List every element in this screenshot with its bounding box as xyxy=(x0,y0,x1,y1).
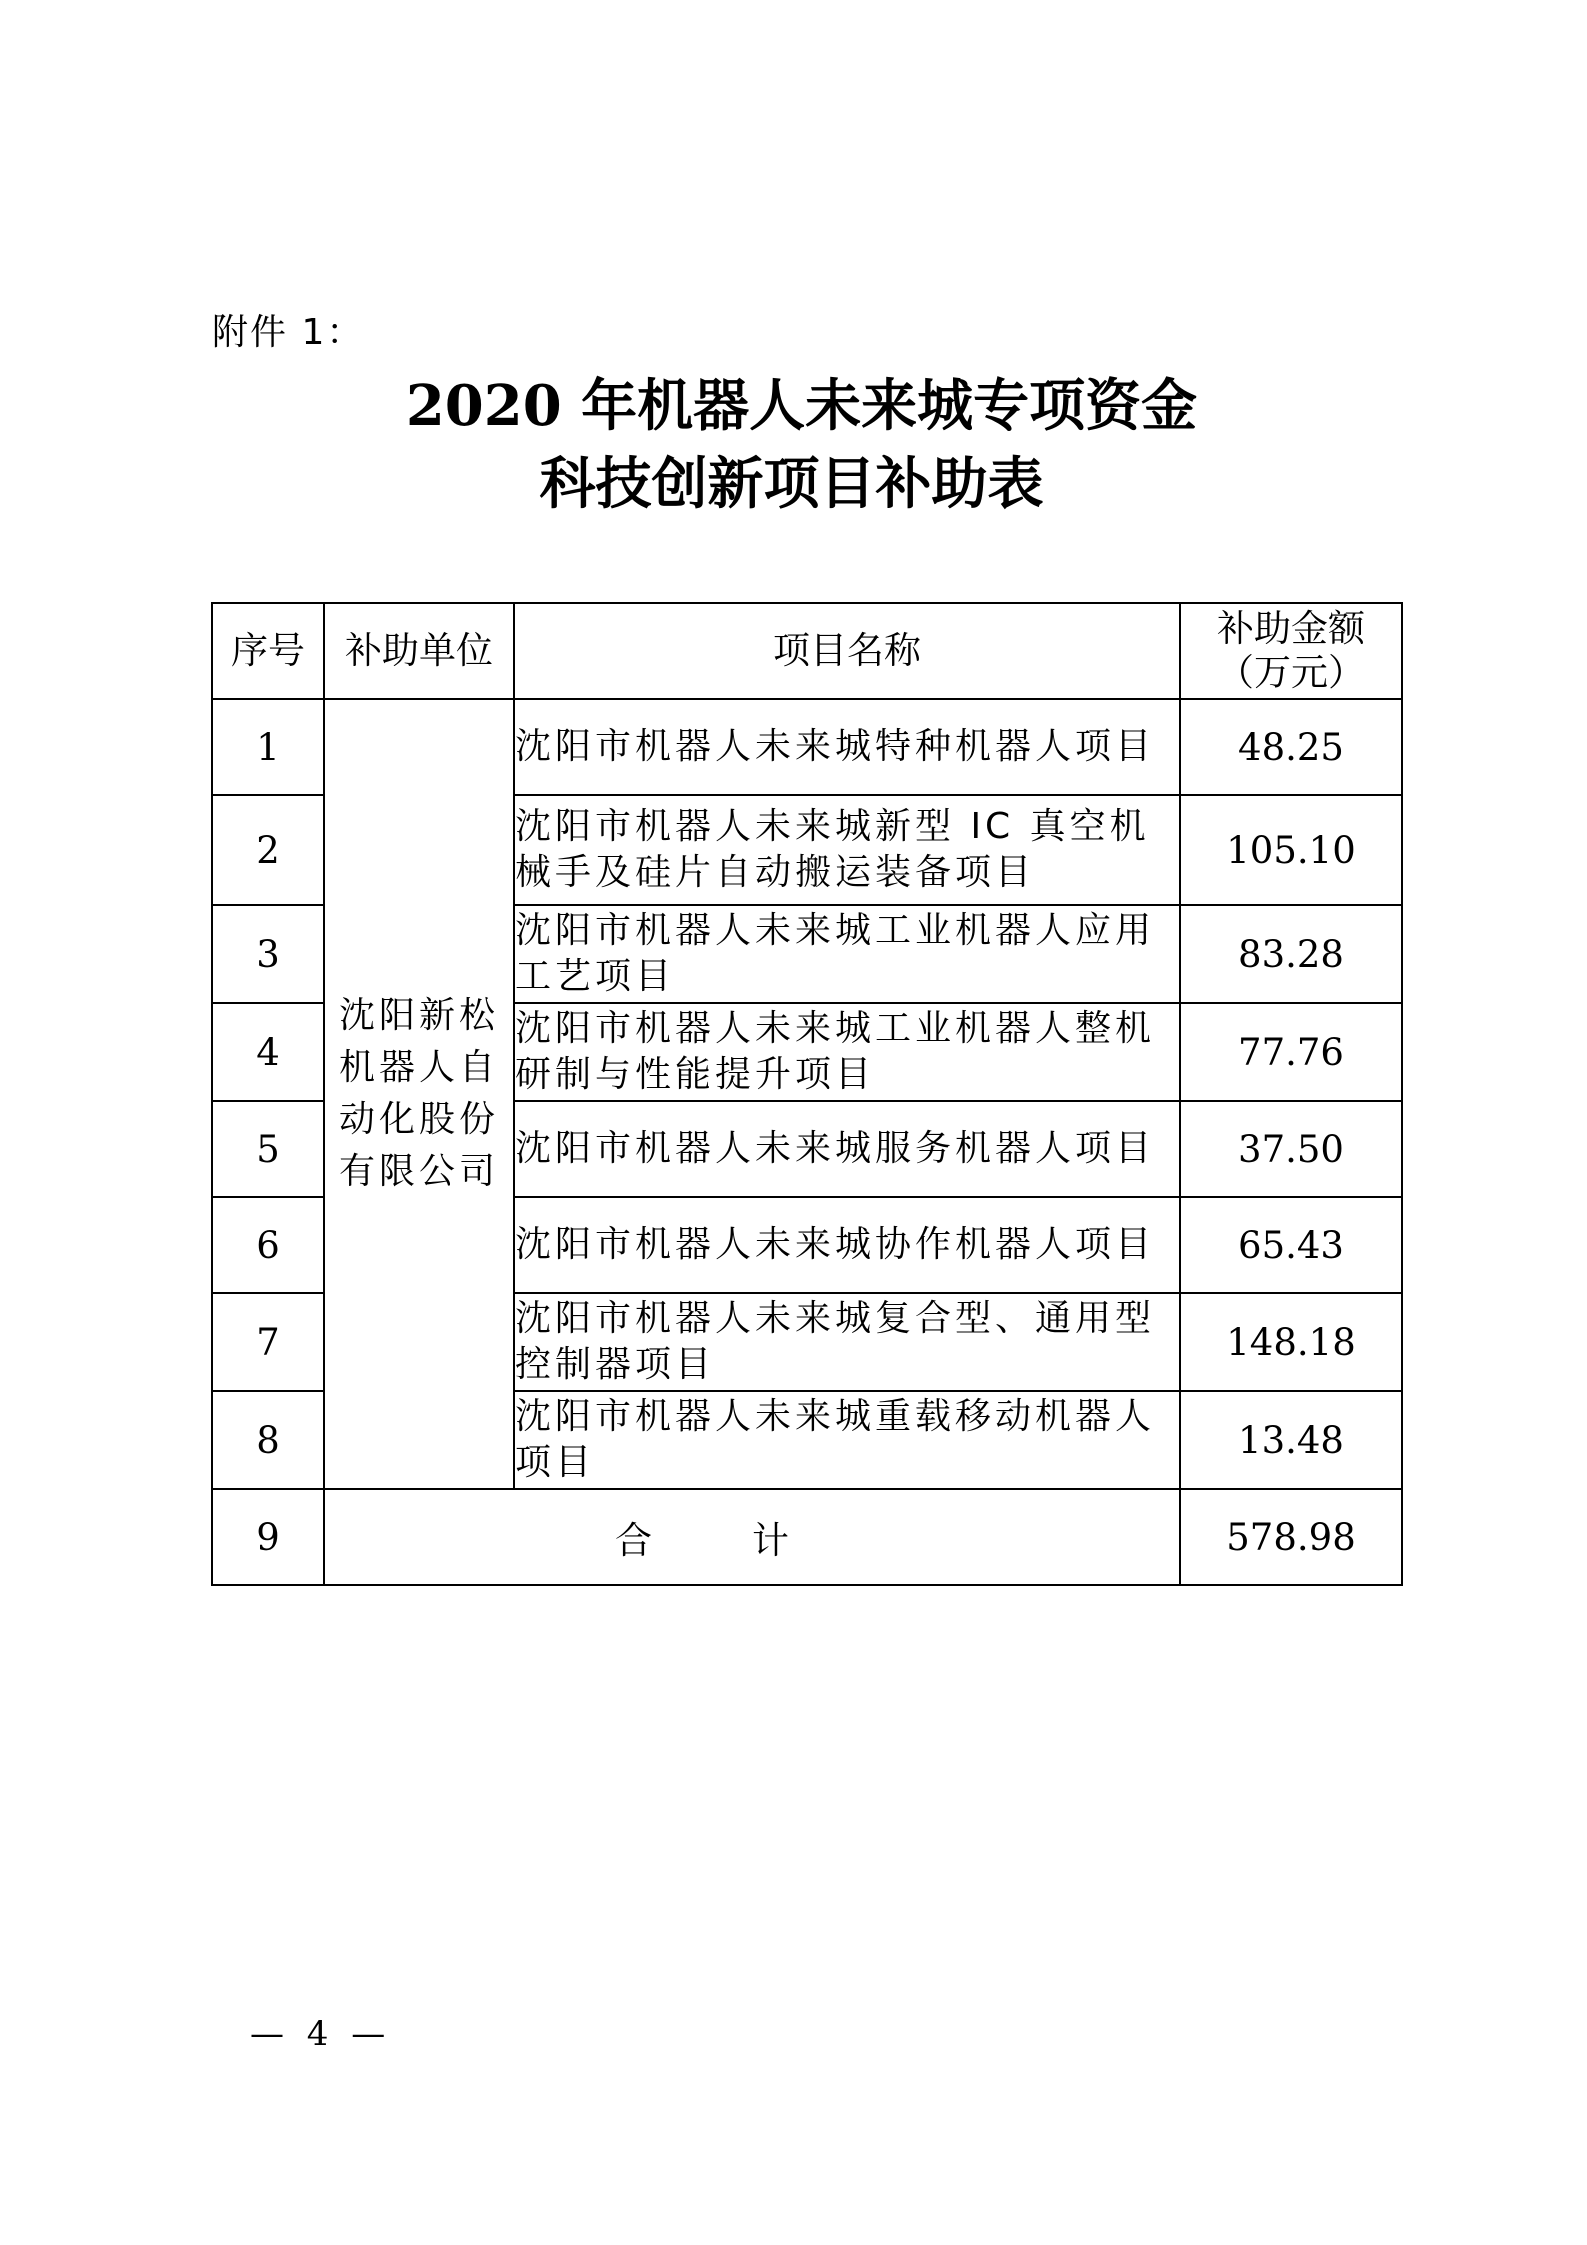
row-seq: 4 xyxy=(212,1003,324,1101)
row-project: 沈阳市机器人未来城工业机器人整机研制与性能提升项目 xyxy=(514,1003,1180,1101)
row-amount: 77.76 xyxy=(1180,1003,1402,1101)
row-seq: 7 xyxy=(212,1293,324,1391)
row-amount: 83.28 xyxy=(1180,905,1402,1003)
row-seq: 3 xyxy=(212,905,324,1003)
header-project: 项目名称 xyxy=(514,603,1180,699)
document-title-line2: 科技创新项目补助表 xyxy=(539,451,1044,517)
row-project: 沈阳市机器人未来城复合型、通用型控制器项目 xyxy=(514,1293,1180,1391)
table-total-row xyxy=(212,1489,1402,1585)
row-amount: 37.50 xyxy=(1180,1101,1402,1197)
row-seq: 5 xyxy=(212,1101,324,1197)
row-seq: 8 xyxy=(212,1391,324,1489)
row-project: 沈阳市机器人未来城特种机器人项目 xyxy=(514,699,1180,795)
header-seq: 序号 xyxy=(212,603,324,699)
row-project: 沈阳市机器人未来城新型 IC 真空机械手及硅片自动搬运装备项目 xyxy=(514,795,1180,905)
row-amount: 13.48 xyxy=(1180,1391,1402,1489)
row-seq: 6 xyxy=(212,1197,324,1293)
row-amount: 105.10 xyxy=(1180,795,1402,905)
header-amount-line1: 补助金额 xyxy=(1217,607,1365,650)
row-amount: 65.43 xyxy=(1180,1197,1402,1293)
total-label: 合计 xyxy=(324,1489,1180,1585)
document-title-line1: 2020 年机器人未来城专项资金 xyxy=(405,373,1198,439)
row-amount: 48.25 xyxy=(1180,699,1402,795)
total-seq: 9 xyxy=(212,1489,324,1585)
row-seq: 2 xyxy=(212,795,324,905)
page-number: — 4 — xyxy=(250,2014,392,2054)
row-amount: 148.18 xyxy=(1180,1293,1402,1391)
subsidy-table xyxy=(211,602,1403,1586)
total-amount: 578.98 xyxy=(1180,1489,1402,1585)
header-amount-line2: （万元） xyxy=(1217,651,1365,694)
row-seq: 1 xyxy=(212,699,324,795)
table-row xyxy=(212,699,1402,795)
row-project: 沈阳市机器人未来城协作机器人项目 xyxy=(514,1197,1180,1293)
attachment-label: 附件 1： xyxy=(212,312,365,353)
subsidy-unit-name: 沈阳新松机器人自动化股份有限公司 xyxy=(324,699,514,1489)
header-unit: 补助单位 xyxy=(324,603,514,699)
row-project: 沈阳市机器人未来城重载移动机器人项目 xyxy=(514,1391,1180,1489)
header-amount xyxy=(1180,603,1402,699)
table-header-row xyxy=(212,603,1402,699)
row-project: 沈阳市机器人未来城服务机器人项目 xyxy=(514,1101,1180,1197)
row-project: 沈阳市机器人未来城工业机器人应用工艺项目 xyxy=(514,905,1180,1003)
